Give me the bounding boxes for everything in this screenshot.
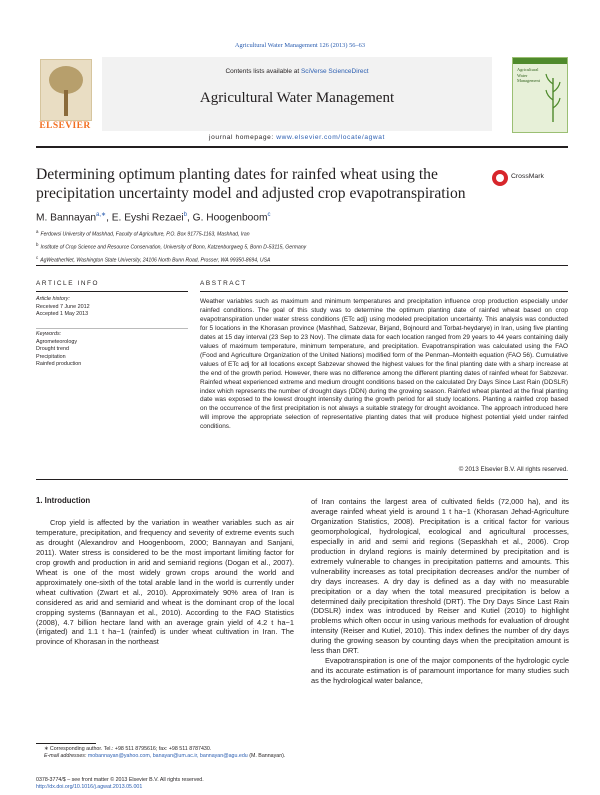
keyword-item: Precipitation <box>36 353 66 360</box>
email-label: E-mail addresses: <box>44 753 87 760</box>
journal-title: Agricultural Water Management <box>199 90 395 106</box>
intro-paragraph: Evapotranspiration is one of the major components of the hydrologic cycle and its accurate estimation is of paramount importance for many studies such as the hydrological water balance, <box>311 656 569 686</box>
issn-line: 0378-3774/$ – see front matter © 2013 Elsevier B.V. All rights reserved. <box>36 777 204 783</box>
corresponding-author-note: ∗ Corresponding author. Tel.: +98 511 8795616; fax: +98 511 8787430. <box>44 746 212 752</box>
keywords-label: Keywords: <box>36 331 62 337</box>
doi-link[interactable]: http://dx.doi.org/10.1016/j.agwat.2013.05.001 <box>36 784 143 791</box>
author-name[interactable]: E. Eyshi Rezaei <box>111 212 184 224</box>
accepted-date: Accepted 1 May 2013 <box>36 311 89 318</box>
abstract-divider <box>200 291 568 292</box>
elsevier-logo[interactable] <box>36 59 94 133</box>
email-line <box>36 753 296 760</box>
abstract-copyright: © 2013 Elsevier B.V. All rights reserved. <box>458 466 568 473</box>
contents-prefix: Contents lists available at <box>225 68 301 75</box>
email-suffix: (M. Bannayan). <box>247 753 286 760</box>
elsevier-tree-icon <box>40 59 92 121</box>
article-info-heading: ARTICLE INFO <box>36 280 100 287</box>
cover-title: Agricultural Water Management <box>517 67 540 83</box>
article-title: Determining optimum planting dates for rainfed wheat using the precipitation uncertainty model and adjusted crop evapotranspiration <box>36 166 466 202</box>
keyword-item: Rainfed production <box>36 361 82 368</box>
author-separator: , <box>187 212 193 224</box>
keyword-item: Drought trend <box>36 346 69 353</box>
introduction-left-column: Crop yield is affected by the variation in weather variables such as air temperature, precipitation, and frequency and severity of extreme events such as drought (Alexandrov and Hoogenboom, 2000; Bannayan and Sanjani, 2011). Water stress is considered to be the most important limiting factor for crop growth and production in arid and semiarid regions (Dogan et al., 2007). Wheat is one of the most widely grown crops around the world and approximately one-sixth of the total arable land in the world is currently under wheat cultivation (Zwart et al., 2010). Approximately 90% area of Iran is considered as arid and semiarid and wheat is the dominant crop of the local cropping systems (Bannayan et al., 2010). According to the FAO Statistics (2008), 4.7 billion hectare land with an average grain yield of 4.2 t ha−1 (irrigated) and 1.1 t ha−1 (rainfed) is under wheat cultivation in Iran. The province of Khorasan in the northeast <box>36 518 294 647</box>
abstract-body: Weather variables such as maximum and minimum temperatures and precipitation influence crop production especially under rainfed conditions. The goal of this study was to determine the optimum planting date of rainfed wheat based on crop evapotranspiration under water stress conditions (ETc adj) using modeled precipitation uncertainty. This analysis was conducted for 5 locations in the Khorasan province (Mashhad, Sabzevar, Birjand, Bojnourd and Torbat-heydarye) in Iran, using five planting dates at 15 day interval (23 Sep to 23 Nov). The climate data for each location ranged from 29 years to 44 years containing daily values of maximum temperature, minimum temperature, and precipitation. Evapotranspiration was calculated using the FAO (Food and Agriculture Organization of the United Nations) modified form of the Penman–Monteith equation (FAO 56). Cumulative values of ETc adj for all locations except Sabzevar showed the highest values for the final planting date with a sharp increase at the end of the growth period. However, there was no difference among the different planting dates of rainfed wheat for Sabzevar. Rainfed wheat experienced extreme and medium drought conditions based on the calculated Dry Days Since Last Rain (DDSLR) index which represents the number of drought days (DDN) during the growing season. Rainfed wheat planted at the final planting date was exposed to the lowest drought intensity during the growth period for all study locations. Planting a rainfed crop based on the occurrence of the first precipitation is not always a suitable strategy for drought avoidance. The approach introduced here will improve the appropriate selection of representative planting dates that will produce highest potential yield under rainfed conditions. <box>200 298 568 431</box>
email-links[interactable]: mobannayan@yahoo.com, banayan@um.ac.ir, bannayan@agu.edu <box>87 753 248 760</box>
received-date: Received 7 June 2012 <box>36 303 90 310</box>
crossmark-label: CrossMark <box>511 173 544 180</box>
abstract-heading: ABSTRACT <box>200 280 247 287</box>
author-affiliation-marker[interactable]: b <box>183 212 187 218</box>
journal-masthead <box>36 57 568 143</box>
keywords-divider <box>36 328 188 329</box>
author-name[interactable]: M. Bannayan <box>36 212 97 224</box>
affiliation-list <box>36 227 556 266</box>
author-affiliation-marker[interactable]: c <box>267 212 271 218</box>
affiliation-item: bInstitute of Crop Science and Resource Conservation, University of Bonn, Katzenburgweg 5, Bonn D-53115, Germany <box>36 242 307 251</box>
keyword-item: Agrometeorology <box>36 338 78 345</box>
history-label: Article history: <box>36 296 70 302</box>
introduction-right-column <box>311 497 569 686</box>
contents-line <box>102 68 492 75</box>
issn-block <box>36 777 336 792</box>
intro-paragraph: of Iran contains the largest area of cultivated fields (72,000 ha), and its average rainfed wheat yield is around 1 t ha−1 (Khorasan Jehad-Agriculture Organization Statistics, 2008). Precipitation is a critical factor for various geomorphological, hydrological, ecological and agricultural processes, especially in arid and semi arid regions (Sepaskhah et al., 2006). Crop production in dryland regions is mainly determined by precipitation and is extremely vulnerable to changes in precipitation patterns and amounts. This vulnerability increases as total precipitation decreases and/or the number of dry days increases. A dry day is defined as a day with no measurable precipitation or a day when the total measured precipitation is below a determined daily precipitation threshold (DRT). The Dry Days Since Last Rain (DDSLR) index was introduced by Reiser and Kutiel (2010) to highlight problems which often occur in using various methods for evaluation of drought intensity (Reiser and Kutiel, 2010). This index defines the number of dry days during the growing season by counting days when the precipitation amount is less than DRT. <box>311 497 569 656</box>
abstract-end-divider <box>36 479 568 480</box>
affiliation-item: aFerdowsi University of Mashhad, Faculty of Agriculture, P.O. Box 91775-1163, Mashhad, Iran <box>36 229 250 238</box>
crossmark-button[interactable] <box>492 170 562 188</box>
homepage-link[interactable]: www.elsevier.com/locate/agwat <box>276 134 385 141</box>
sciencedirect-link[interactable]: SciVerse ScienceDirect <box>300 68 369 75</box>
masthead-banner <box>102 57 492 131</box>
affiliation-item: cAgWeatherNet, Washington State University, 24106 North Bunn Road, Prosser, WA 99350-8694, USA <box>36 255 271 264</box>
author-name[interactable]: G. Hoogenboom <box>192 212 268 224</box>
elsevier-wordmark: ELSEVIER <box>39 121 91 131</box>
keywords-block <box>36 331 188 369</box>
journal-homepage-line <box>102 134 492 141</box>
header-divider <box>36 265 568 266</box>
article-info-divider <box>36 291 188 292</box>
author-affiliation-marker[interactable]: a,∗ <box>96 212 107 218</box>
journal-cover-thumbnail[interactable] <box>512 57 568 133</box>
author-separator: , <box>106 212 112 224</box>
plant-icon <box>545 70 561 122</box>
footnotes <box>36 746 296 760</box>
author-list <box>36 211 556 223</box>
introduction-heading: 1. Introduction <box>36 496 91 505</box>
homepage-label: journal homepage: <box>209 134 277 141</box>
article-history <box>36 296 188 319</box>
masthead-divider <box>36 146 568 148</box>
crossmark-icon <box>492 170 508 186</box>
footnote-divider <box>36 743 96 744</box>
journal-citation[interactable]: Agricultural Water Management 126 (2013) 56–63 <box>234 42 366 49</box>
